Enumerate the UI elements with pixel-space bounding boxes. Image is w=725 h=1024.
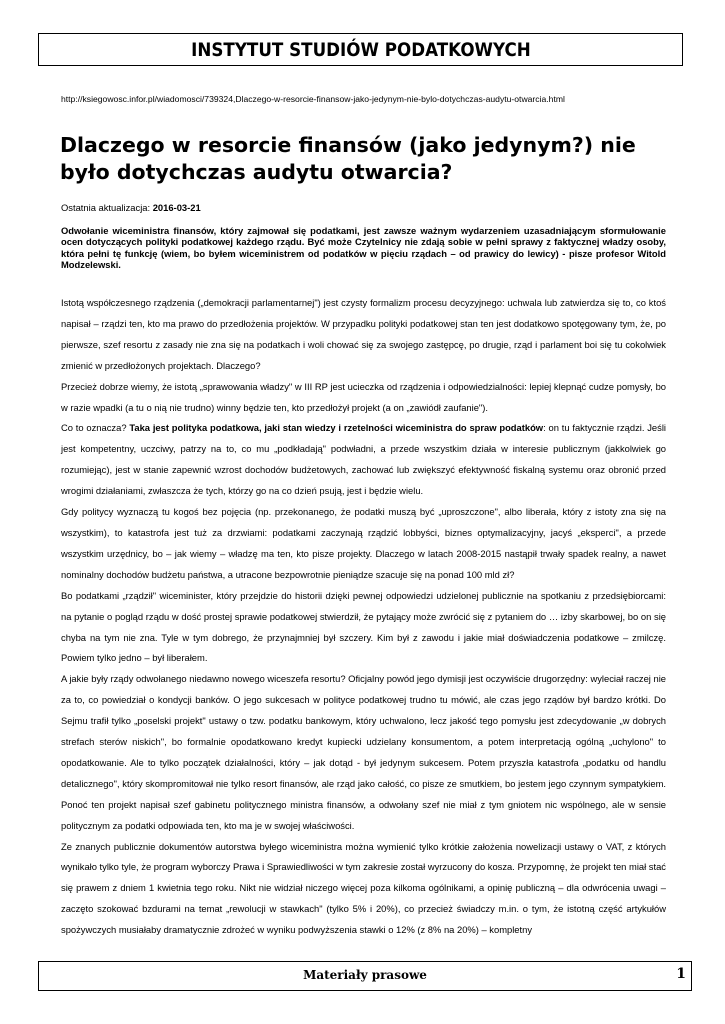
footer-label: Materiały prasowe bbox=[303, 968, 427, 982]
last-updated bbox=[61, 202, 201, 213]
paragraph-3-start: Co to oznacza? bbox=[61, 422, 130, 434]
paragraph-3 bbox=[61, 418, 666, 502]
footer-box bbox=[38, 961, 692, 991]
institute-title: INSTYTUT STUDIÓW PODATKOWYCH bbox=[190, 38, 531, 61]
paragraph-6: A jakie były rządy odwołanego niedawno nowego wiceszefa resortu? Oficjalny powód jego dymisji jest oczywiście drugorzędny: wyleciał raczej nie za to, co powiedział o kondycji banków. O jego sukcesach w polityce podatkowej trudno tu mówić, ale czas jego rządów był bardzo krótki. Do Sejmu trafił tylko „poselski projekt" ustawy o tzw. podatku bankowym, który uchwalono, lecz jakość tego pomysłu jest zdecydowanie „w dobrych strefach sterów niskich", bo formalnie opodatkowano kredyt kupiecki udzielany konsumentom, a potem interpretacją ogólną „uchylono" to opodatkowanie. Ale to tylko początek działalności, który – jak dotąd - był jedynym sukcesem. Potem przyszła katastrofa „podatku od handlu detalicznego", który skompromitował nie tylko resort finansów, ale rząd jako całość, co pisze ze smutkiem, bo jestem jego czynnym sympatykiem. Ponoć ten projekt napisał szef gabinetu politycznego ministra finansów, a odwołany szef nie miał z tym gniotem nic wspólnego, ale w sensie politycznym za podatki odpowiada ten, kto ma je w swojej właściwości. bbox=[61, 673, 666, 831]
article-title: Dlaczego w resorcie finansów (jako jedynym?) nie było dotychczas audytu otwarcia? bbox=[60, 133, 636, 184]
paragraph-4: Gdy politycy wyznaczą tu kogoś bez pojęcia (np. przekonanego, że podatki muszą być „uproszczone", albo liberała, który z istoty zna się na wszystkim), to katastrofa jest tuż za drzwiami: podatkami zaczynają rządzić lobbyści, biznes optymalizacyjny, jacyś „eksperci", a przede wszystkim urzędnicy, bo – jak wiemy – władzę ma ten, kto pisze projekty. Dlaczego w latach 2008-2015 nastąpił trwały spadek realny, a nawet nominalny dochodów budżetu państwa, a utracone bezpowrotnie pieniądze szacuje się na ponad 100 mld zł? bbox=[61, 506, 666, 580]
page-number: 1 bbox=[676, 966, 686, 982]
header-box bbox=[38, 33, 683, 66]
last-updated-label: Ostatnia aktualizacja: bbox=[61, 202, 151, 213]
last-updated-date: 2016-03-21 bbox=[152, 202, 201, 213]
article-lead: Odwołanie wiceministra finansów, który zajmował się podatkami, jest zawsze ważnym wydarzeniem uzasadniającym sformułowanie ocen dotyczących polityki podatkowej każdego rządu. Być może Czytelnicy nie zdają sobie w pełni sprawy z faktycznej władzy osoby, która pełni tę funkcję (wiem, bo byłem wiceministrem od podatków w pięciu rządach – od prawicy do lewicy) - pisze profesor Witold Modzelewski. bbox=[61, 225, 666, 270]
article-body bbox=[61, 293, 666, 941]
paragraph-5: Bo podatkami „rządził" wiceminister, który przejdzie do historii dzięki pewnej odpowiedzi udzielonej publicznie na spotkaniu z przedsiębiorcami: na pytanie o pogląd rządu w dość prostej sprawie podatkowej stwierdził, że pytający może zwrócić się z pytaniem do … izby skarbowej, bo on się chyba na tym nie zna. Tyle w tym dobrego, że przynajmniej był szczery. Kim był z zawodu i jakie miał doświadczenia podatkowe – zmilczę. Powiem tylko jedno – był liberałem. bbox=[61, 589, 666, 664]
paragraph-2: Przecież dobrze wiemy, że istotą „sprawowania władzy" w III RP jest ucieczka od rządzenia i odpowiedzialności: lepiej klepnąć cudze pomysły, bo w razie wpadki (a tu o nią nie trudno) winny będzie ten, kto przedłożył projekt (a on „zawiódł zaufanie"). bbox=[61, 380, 666, 413]
paragraph-3-highlight: Taka jest polityka podatkowa, jaki stan wiedzy i rzetelności wiceministra do spraw podatków bbox=[129, 422, 544, 434]
paragraph-1: Istotą współczesnego rządzenia („demokracji parlamentarnej") jest czysty formalizm procesu decyzyjnego: uchwala lub zatwierdza się to, co ktoś napisał – rządzi ten, kto ma prawo do przedłożenia projektów. W przypadku polityki podatkowej stan ten jest dodatkowo spotęgowany tym, że, po pierwsze, szef resortu z zasady nie zna się na podatkach i woli chować się za swojego zastępcę, po drugie, rząd i parlament boi się tu cokolwiek zmienić w przedłożonych projektach. Dlaczego? bbox=[61, 297, 666, 371]
paragraph-3-end: : on tu faktycznie rządzi. Jeśli jest kompetentny, uczciwy, patrzy na to, co mu „podkładają" podwładni, a przede wszystkim działa w interesie publicznym (jakkolwiek go rozumiejąc), jest w stanie zapewnić wzrost dochodów budżetowych, zachować lub zwiększyć efektywność fiskalną systemu oraz obronić przed wrogimi działaniami, zwłaszcza że tych, którzy go na co dzień psują, jest i będzie wielu. bbox=[61, 422, 666, 497]
source-url: http://ksiegowosc.infor.pl/wiadomosci/739324,Dlaczego-w-resorcie-finansow-jako-jedynym-nie-bylo-dotychczas-audytu-otwarcia.html bbox=[61, 94, 565, 104]
paragraph-7: Ze znanych publicznie dokumentów autorstwa byłego wiceministra można wymienić tylko krótkie założenia nowelizacji ustawy o VAT, z których wynikało tylko tyle, że program wyborczy Prawa i Sprawiedliwości w tym zakresie został wyrzucony do kosza. Przypomnę, że projekt ten miał stać się prawem z dniem 1 kwietnia tego roku. Nikt nie widział niczego więcej poza kilkoma ogólnikami, a opinię publiczną – dla odwrócenia uwagi – zaczęto szokować bzdurami na temat „rewolucji w stawkach" (tylko 5% i 20%), co przecież świadczy m.in. o tym, że istotną część artykułów spożywczych musiałaby dramatycznie zdrożeć w wyniku podwyższenia stawki o 12% (z 8% na 20%) – kompletny bbox=[61, 840, 666, 936]
